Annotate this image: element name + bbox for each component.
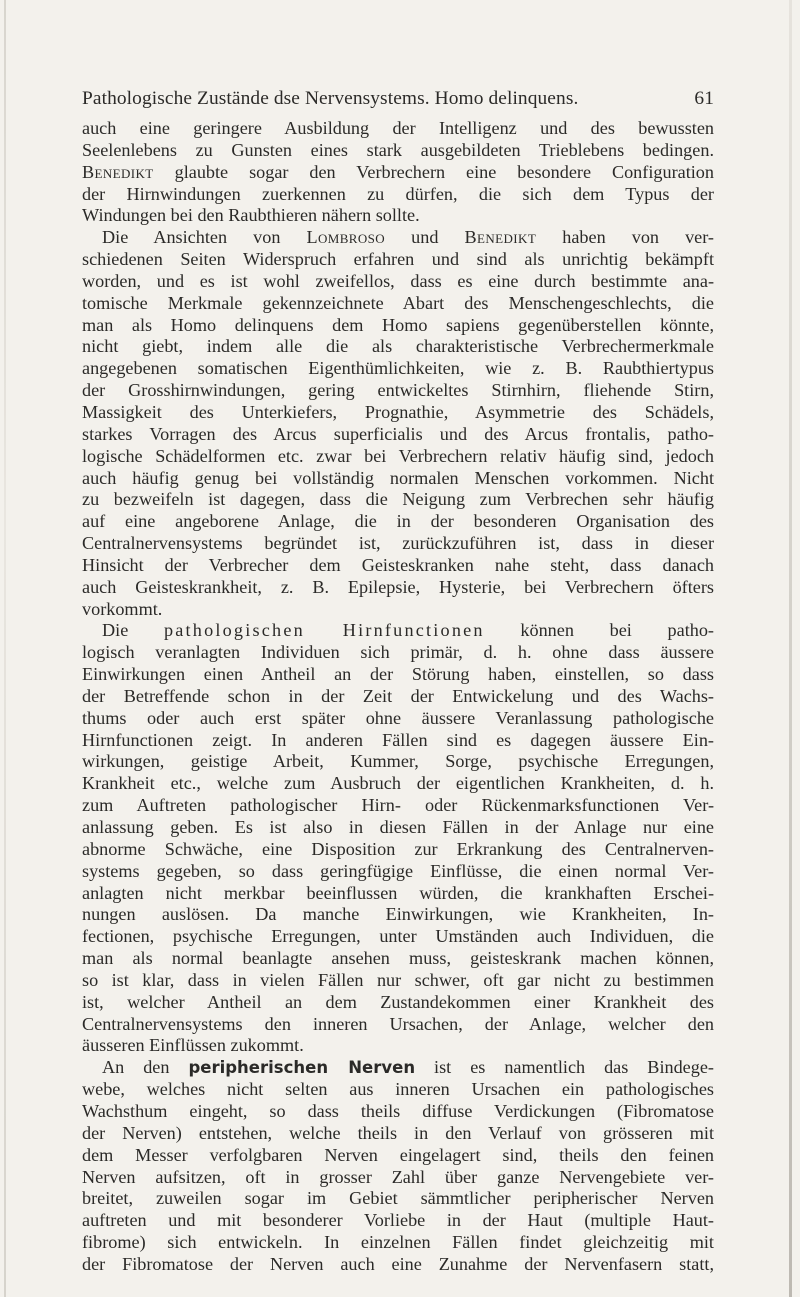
text-segment: auftreten und mit besonderer Vorliebe in der Haut (multiple Haut- — [82, 1210, 714, 1231]
text-segment: können bei patho- — [484, 620, 714, 641]
text-line — [82, 533, 714, 555]
text-line — [82, 424, 714, 446]
text-line — [82, 468, 714, 490]
text-line — [82, 1232, 714, 1254]
text-line — [82, 970, 714, 992]
text-segment: Centralnervensystems begründet ist, zurückzuführen ist, dass in dieser — [82, 533, 714, 554]
text-line — [82, 773, 714, 795]
text-segment: Krankheit etc., welche zum Ausbruch der eigentlichen Krankheiten, d. h. — [82, 773, 714, 794]
text-line — [82, 1167, 714, 1189]
text-segment: auch eine geringere Ausbildung der Intelligenz und des bewussten — [82, 118, 714, 138]
emphasis-term: pathologischen Hirnfunctionen — [163, 620, 485, 641]
text-line — [82, 751, 714, 773]
text-segment: logische Schädelformen etc. zwar bei Verbrechern relativ häufig sind, jedoch — [82, 445, 714, 466]
text-line — [82, 730, 714, 752]
text-line — [82, 271, 714, 293]
text-line — [82, 205, 714, 227]
text-segment: der Nerven) entstehen, welche theils in den Verlauf von grösseren mit — [82, 1122, 714, 1143]
text-line — [82, 380, 714, 402]
text-segment: Wachsthum eingeht, so dass theils diffuse Verdickungen (Fibromatose — [82, 1100, 714, 1121]
text-line — [82, 555, 714, 577]
text-line — [82, 686, 714, 708]
text-segment: der Grosshirnwindungen, gering entwickeltes Stirnhirn, fliehende Stirn, — [82, 380, 714, 401]
text-segment: thums oder auch erst später ohne äussere Veranlassung pathologische — [82, 707, 714, 728]
text-segment: zum Auftreten pathologischer Hirn- oder Rückenmarksfunctionen Ver- — [82, 795, 714, 816]
text-segment: Die — [102, 620, 164, 641]
text-segment: der Fibromatose der Nerven auch eine Zunahme der Nervenfasern statt, — [82, 1253, 714, 1274]
text-segment: nicht giebt, indem alle die als charakteristische Verbrechermerkmale — [82, 336, 714, 357]
text-segment: Die Ansichten von — [102, 227, 307, 248]
text-line — [82, 358, 714, 380]
text-segment: worden, und es ist wohl zweifellos, dass es eine durch bestimmte ana- — [82, 270, 714, 291]
text-segment: anlassung geben. Es ist also in diesen Fällen in der Anlage nur eine — [82, 817, 714, 837]
text-segment: breitet, zuweilen sogar im Gebiet sämmtlicher peripherischer Nerven — [82, 1188, 714, 1209]
text-line — [82, 118, 714, 140]
text-line — [82, 1145, 714, 1167]
text-segment: Centralnervensystems den inneren Ursachen, der Anlage, welcher den — [82, 1013, 714, 1034]
text-line — [82, 489, 714, 511]
text-line — [82, 817, 714, 839]
text-segment: nungen auslösen. Da manche Einwirkungen, wie Krankheiten, In- — [82, 904, 714, 925]
text-segment: fibrome) sich entwickeln. In einzelnen Fällen findet gleichzeitig mit — [82, 1232, 714, 1253]
text-line — [82, 904, 714, 926]
text-line — [82, 446, 714, 468]
text-line — [82, 402, 714, 424]
text-line — [82, 948, 714, 970]
text-segment: ist es namentlich das Bindege- — [415, 1057, 714, 1078]
text-line — [82, 1101, 714, 1123]
text-segment: zu bezweifeln ist dagegen, dass die Neigung zum Verbrechen sehr häufig — [82, 489, 714, 510]
text-line — [82, 315, 714, 337]
text-line — [82, 162, 714, 184]
text-segment: so ist klar, dass in vielen Fällen nur schwer, oft gar nicht zu bestimmen — [82, 969, 714, 990]
text-segment: Einwirkungen einen Antheil an der Störung haben, einstellen, so dass — [82, 664, 714, 685]
text-line — [82, 926, 714, 948]
text-line — [82, 1254, 714, 1276]
page-number: 61 — [694, 88, 714, 109]
text-line — [82, 1079, 714, 1101]
text-segment: starkes Vorragen des Arcus superficialis und des Arcus frontalis, patho- — [82, 423, 714, 444]
text-segment: systems gegeben, so dass geringfügige Einflüsse, die einen normal Ver- — [82, 860, 714, 881]
text-line — [82, 992, 714, 1014]
text-line — [82, 1188, 714, 1210]
text-segment: auf eine angeborene Anlage, die in der besonderen Organisation des — [82, 511, 714, 532]
text-segment: angegebenen somatischen Eigenthümlichkeiten, wie z. B. Raubthiertypus — [82, 358, 714, 379]
author-name: Lombroso — [306, 227, 386, 248]
text-segment: dem Messer verfolgbaren Nerven eingelagert sind, theils den feinen — [82, 1144, 714, 1165]
text-segment: fectionen, psychische Erregungen, unter Umständen auch Individuen, die — [82, 926, 714, 947]
text-line — [82, 184, 714, 206]
text-line — [82, 1210, 714, 1232]
running-title: Pathologische Zustände dse Nervensystems. Homo delinquens. — [82, 88, 579, 109]
text-line — [82, 664, 714, 686]
text-segment: ist, welcher Antheil an dem Zustandekommen einer Krankheit des — [82, 991, 714, 1012]
text-line — [82, 511, 714, 533]
text-segment: tomische Merkmale gekennzeichnete Abart des Menschengeschlechts, die — [82, 292, 714, 313]
text-segment: glaubte sogar den Verbrechern eine besondere Configuration — [153, 161, 714, 182]
text-segment: logisch veranlagten Individuen sich primär, d. h. ohne dass äussere — [82, 642, 714, 663]
page-edge-left — [4, 0, 6, 1297]
text-segment: abnorme Schwäche, eine Disposition zur Erkrankung des Centralnerven- — [82, 838, 714, 859]
text-segment: vorkommt. — [82, 598, 163, 619]
text-line — [82, 249, 714, 271]
text-segment: auch Geisteskrankheit, z. B. Epilepsie, Hysterie, bei Verbrechern öfters — [82, 576, 714, 597]
text-line — [82, 642, 714, 664]
author-name: Benedikt — [464, 227, 537, 248]
text-line — [82, 293, 714, 315]
text-line — [82, 577, 714, 599]
text-line — [82, 1123, 714, 1145]
running-header — [82, 88, 714, 110]
text-line — [82, 620, 714, 642]
author-name: Benedikt — [82, 161, 154, 182]
text-segment: auch häufig genug bei vollständig normalen Menschen vorkommen. Nicht — [82, 467, 714, 488]
body-text — [82, 118, 714, 1276]
page-edge-right — [789, 0, 792, 1297]
text-line — [82, 227, 714, 249]
text-segment: wirkungen, geistige Arbeit, Kummer, Sorge, psychische Erregungen, — [82, 751, 714, 772]
text-segment: haben von ver- — [536, 227, 714, 248]
text-segment: webe, welches nicht selten aus inneren Ursachen ein pathologisches — [82, 1079, 714, 1100]
text-line — [82, 708, 714, 730]
text-segment: Massigkeit des Unterkiefers, Prognathie, Asymmetrie des Schädels, — [82, 401, 714, 422]
text-line — [82, 336, 714, 358]
text-line — [82, 1035, 714, 1057]
text-segment: An den — [102, 1057, 189, 1078]
text-segment: und — [385, 227, 465, 248]
section-keyword: peripherischen Nerven — [188, 1058, 416, 1078]
text-segment: der Betreffende schon in der Zeit der Entwickelung und des Wachs- — [82, 685, 714, 706]
text-segment: man als Homo delinquens dem Homo sapiens gegenüberstellen könnte, — [82, 314, 714, 335]
text-line — [82, 1057, 714, 1079]
text-segment: Nerven aufsitzen, oft in grosser Zahl über ganze Nervengebiete ver- — [82, 1166, 714, 1187]
text-line — [82, 1014, 714, 1036]
text-line — [82, 795, 714, 817]
text-line — [82, 140, 714, 162]
text-segment: äusseren Einflüssen zukommt. — [82, 1035, 304, 1056]
text-segment: Windungen bei den Raubthieren nähern sollte. — [82, 205, 420, 226]
text-segment: der Hirnwindungen zuerkennen zu dürfen, die sich dem Typus der — [82, 183, 714, 204]
text-segment: Hirnfunctionen zeigt. In anderen Fällen sind es dagegen äussere Ein- — [82, 729, 714, 750]
text-line — [82, 839, 714, 861]
text-line — [82, 599, 714, 621]
text-segment: anlagten nicht merkbar beeinflussen würden, die krankhaften Erschei- — [82, 882, 714, 903]
text-segment: schiedenen Seiten Widerspruch erfahren und sind als unrichtig bekämpft — [82, 249, 714, 270]
text-line — [82, 883, 714, 905]
text-segment: man als normal beanlagte ansehen muss, geisteskrank machen können, — [82, 948, 714, 969]
text-line — [82, 861, 714, 883]
text-segment: Hinsicht der Verbrecher dem Geisteskranken nahe steht, dass danach — [82, 554, 714, 575]
text-segment: Seelenlebens zu Gunsten eines stark ausgebildeten Trieblebens bedingen. — [82, 139, 714, 160]
